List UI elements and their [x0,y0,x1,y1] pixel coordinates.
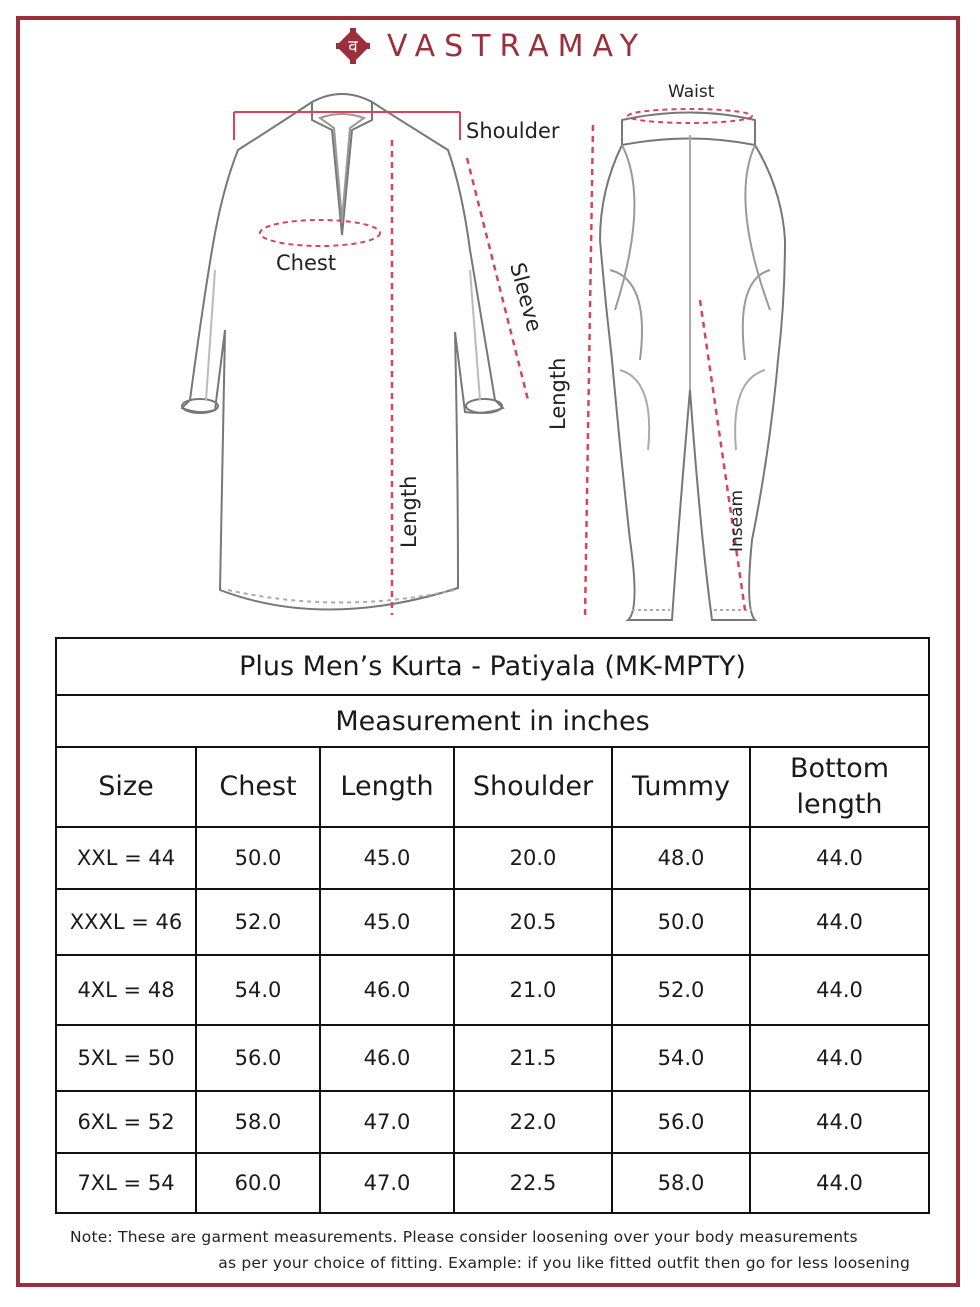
measurement-cell: 46.0 [320,955,454,1025]
measurement-cell: 60.0 [196,1153,320,1213]
measurement-cell: 58.0 [196,1091,320,1153]
table-row [56,889,929,955]
table-row [56,955,929,1025]
garment-diagram [0,70,980,640]
table-row [56,1091,929,1153]
size-chart-table [55,637,930,1214]
label-pant-length: Length [546,357,570,430]
measurement-cell: 50.0 [612,889,750,955]
measurement-cell: 47.0 [320,1091,454,1153]
measurement-cell: 56.0 [196,1025,320,1091]
measurement-cell: 52.0 [612,955,750,1025]
label-waist: Waist [668,82,715,102]
size-cell: 7XL = 54 [56,1153,196,1213]
brand-name: VASTRAMAY [386,28,648,64]
label-shoulder: Shoulder [466,119,560,143]
measurement-cell: 44.0 [750,955,929,1025]
measurement-cell: 22.0 [454,1091,612,1153]
measurement-cell: 44.0 [750,1153,929,1213]
measurement-cell: 44.0 [750,889,929,955]
measurement-cell: 54.0 [612,1025,750,1091]
patiyala-illustration [600,113,785,621]
measurement-cell: 45.0 [320,889,454,955]
brand-header [0,24,980,68]
measurement-cell: 20.0 [454,827,612,889]
label-chest: Chest [276,251,337,275]
size-cell: 6XL = 52 [56,1091,196,1153]
measurement-cell: 58.0 [612,1153,750,1213]
label-kurta-length: Length [397,475,421,548]
column-header: Tummy [612,747,750,827]
measurement-cell: 45.0 [320,827,454,889]
column-header: Bottom length [750,747,929,827]
measurement-cell: 21.5 [454,1025,612,1091]
size-cell: 5XL = 50 [56,1025,196,1091]
measurement-cell: 44.0 [750,827,929,889]
table-header-row [56,747,929,827]
measurement-cell: 48.0 [612,827,750,889]
measurement-cell: 44.0 [750,1091,929,1153]
note-line-2: as per your choice of fitting. Example: if you like fitted outfit then go for less loosening [218,1254,910,1272]
measurement-cell: 46.0 [320,1025,454,1091]
column-header: Shoulder [454,747,612,827]
brand-logo-icon [333,26,373,66]
table-row [56,827,929,889]
measurement-cell: 22.5 [454,1153,612,1213]
size-cell: 4XL = 48 [56,955,196,1025]
measurement-cell: 47.0 [320,1153,454,1213]
fit-note [70,1224,910,1276]
label-inseam: Inseam [727,489,747,552]
kurta-illustration [182,94,503,610]
column-header: Length [320,747,454,827]
measurement-cell: 20.5 [454,889,612,955]
label-sleeve: Sleeve [505,260,547,335]
kurta-measure-guides [234,112,528,615]
measurement-cell: 54.0 [196,955,320,1025]
measurement-cell: 52.0 [196,889,320,955]
size-cell: XXXL = 46 [56,889,196,955]
column-header: Size [56,747,196,827]
measurement-cell: 50.0 [196,827,320,889]
table-row [56,1025,929,1091]
size-cell: XXL = 44 [56,827,196,889]
measurement-cell: 56.0 [612,1091,750,1153]
table-row [56,1153,929,1213]
measurement-cell: 44.0 [750,1025,929,1091]
svg-text:व: व [348,37,358,57]
column-header: Chest [196,747,320,827]
table-subtitle: Measurement in inches [56,695,929,747]
measurement-cell: 21.0 [454,955,612,1025]
table-title: Plus Men’s Kurta - Patiyala (MK-MPTY) [56,638,929,695]
note-line-1: Note: These are garment measurements. Please consider loosening over your body measurements [70,1228,858,1246]
